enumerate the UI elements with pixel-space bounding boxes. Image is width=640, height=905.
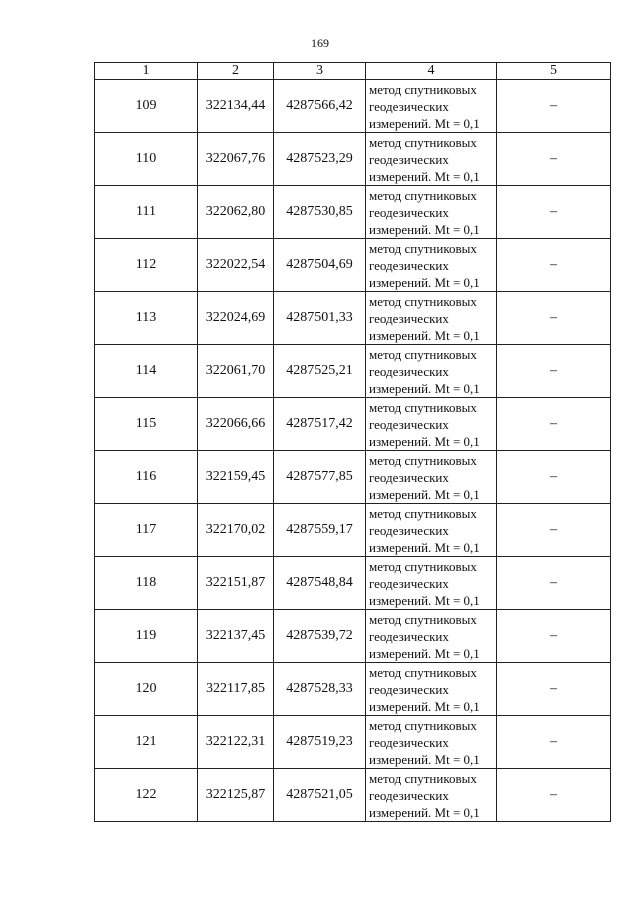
point-number-cell: 109 xyxy=(95,80,198,133)
table-row xyxy=(95,133,611,186)
note-cell: – xyxy=(497,504,611,557)
point-number-cell: 116 xyxy=(95,451,198,504)
page-number: 169 xyxy=(311,36,329,50)
note-cell: – xyxy=(497,292,611,345)
table-row xyxy=(95,557,611,610)
point-number-cell: 115 xyxy=(95,398,198,451)
table-header-row xyxy=(95,63,611,80)
point-number-cell: 120 xyxy=(95,663,198,716)
column-header: 2 xyxy=(198,63,274,80)
note-cell: – xyxy=(497,186,611,239)
point-number-cell: 118 xyxy=(95,557,198,610)
x-coordinate-cell: 322024,69 xyxy=(198,292,274,345)
table-row xyxy=(95,345,611,398)
y-coordinate-cell: 4287548,84 xyxy=(274,557,366,610)
method-cell: метод спутниковых геодезических измерений. Mt = 0,1 xyxy=(366,292,497,345)
note-cell: – xyxy=(497,610,611,663)
method-cell: метод спутниковых геодезических измерений. Mt = 0,1 xyxy=(366,186,497,239)
table-row xyxy=(95,663,611,716)
point-number-cell: 117 xyxy=(95,504,198,557)
method-cell: метод спутниковых геодезических измерений. Mt = 0,1 xyxy=(366,769,497,822)
y-coordinate-cell: 4287501,33 xyxy=(274,292,366,345)
table-row xyxy=(95,398,611,451)
point-number-cell: 114 xyxy=(95,345,198,398)
method-cell: метод спутниковых геодезических измерений. Mt = 0,1 xyxy=(366,133,497,186)
table-row xyxy=(95,716,611,769)
y-coordinate-cell: 4287517,42 xyxy=(274,398,366,451)
x-coordinate-cell: 322170,02 xyxy=(198,504,274,557)
point-number-cell: 111 xyxy=(95,186,198,239)
y-coordinate-cell: 4287530,85 xyxy=(274,186,366,239)
y-coordinate-cell: 4287504,69 xyxy=(274,239,366,292)
point-number-cell: 110 xyxy=(95,133,198,186)
y-coordinate-cell: 4287539,72 xyxy=(274,610,366,663)
y-coordinate-cell: 4287523,29 xyxy=(274,133,366,186)
table-row xyxy=(95,292,611,345)
x-coordinate-cell: 322125,87 xyxy=(198,769,274,822)
point-number-cell: 113 xyxy=(95,292,198,345)
method-cell: метод спутниковых геодезических измерений. Mt = 0,1 xyxy=(366,345,497,398)
x-coordinate-cell: 322066,66 xyxy=(198,398,274,451)
column-header: 1 xyxy=(95,63,198,80)
x-coordinate-cell: 322061,70 xyxy=(198,345,274,398)
x-coordinate-cell: 322151,87 xyxy=(198,557,274,610)
x-coordinate-cell: 322134,44 xyxy=(198,80,274,133)
method-cell: метод спутниковых геодезических измерений. Mt = 0,1 xyxy=(366,398,497,451)
x-coordinate-cell: 322067,76 xyxy=(198,133,274,186)
coordinates-table xyxy=(94,62,611,822)
method-cell: метод спутниковых геодезических измерений. Mt = 0,1 xyxy=(366,610,497,663)
column-header: 4 xyxy=(366,63,497,80)
y-coordinate-cell: 4287525,21 xyxy=(274,345,366,398)
x-coordinate-cell: 322062,80 xyxy=(198,186,274,239)
column-header: 3 xyxy=(274,63,366,80)
note-cell: – xyxy=(497,239,611,292)
y-coordinate-cell: 4287577,85 xyxy=(274,451,366,504)
point-number-cell: 119 xyxy=(95,610,198,663)
note-cell: – xyxy=(497,557,611,610)
note-cell: – xyxy=(497,345,611,398)
method-cell: метод спутниковых геодезических измерений. Mt = 0,1 xyxy=(366,451,497,504)
point-number-cell: 112 xyxy=(95,239,198,292)
table-body xyxy=(95,80,611,822)
method-cell: метод спутниковых геодезических измерений. Mt = 0,1 xyxy=(366,504,497,557)
y-coordinate-cell: 4287528,33 xyxy=(274,663,366,716)
note-cell: – xyxy=(497,451,611,504)
method-cell: метод спутниковых геодезических измерений. Mt = 0,1 xyxy=(366,239,497,292)
x-coordinate-cell: 322117,85 xyxy=(198,663,274,716)
note-cell: – xyxy=(497,133,611,186)
y-coordinate-cell: 4287521,05 xyxy=(274,769,366,822)
x-coordinate-cell: 322137,45 xyxy=(198,610,274,663)
point-number-cell: 121 xyxy=(95,716,198,769)
table-row xyxy=(95,80,611,133)
y-coordinate-cell: 4287519,23 xyxy=(274,716,366,769)
table-row xyxy=(95,239,611,292)
note-cell: – xyxy=(497,80,611,133)
method-cell: метод спутниковых геодезических измерений. Mt = 0,1 xyxy=(366,716,497,769)
table-row xyxy=(95,451,611,504)
method-cell: метод спутниковых геодезических измерений. Mt = 0,1 xyxy=(366,663,497,716)
x-coordinate-cell: 322159,45 xyxy=(198,451,274,504)
note-cell: – xyxy=(497,769,611,822)
table-row xyxy=(95,610,611,663)
method-cell: метод спутниковых геодезических измерений. Mt = 0,1 xyxy=(366,80,497,133)
note-cell: – xyxy=(497,716,611,769)
method-cell: метод спутниковых геодезических измерений. Mt = 0,1 xyxy=(366,557,497,610)
point-number-cell: 122 xyxy=(95,769,198,822)
x-coordinate-cell: 322122,31 xyxy=(198,716,274,769)
y-coordinate-cell: 4287559,17 xyxy=(274,504,366,557)
y-coordinate-cell: 4287566,42 xyxy=(274,80,366,133)
x-coordinate-cell: 322022,54 xyxy=(198,239,274,292)
table-row xyxy=(95,504,611,557)
note-cell: – xyxy=(497,398,611,451)
note-cell: – xyxy=(497,663,611,716)
column-header: 5 xyxy=(497,63,611,80)
table-row xyxy=(95,186,611,239)
table-row xyxy=(95,769,611,822)
